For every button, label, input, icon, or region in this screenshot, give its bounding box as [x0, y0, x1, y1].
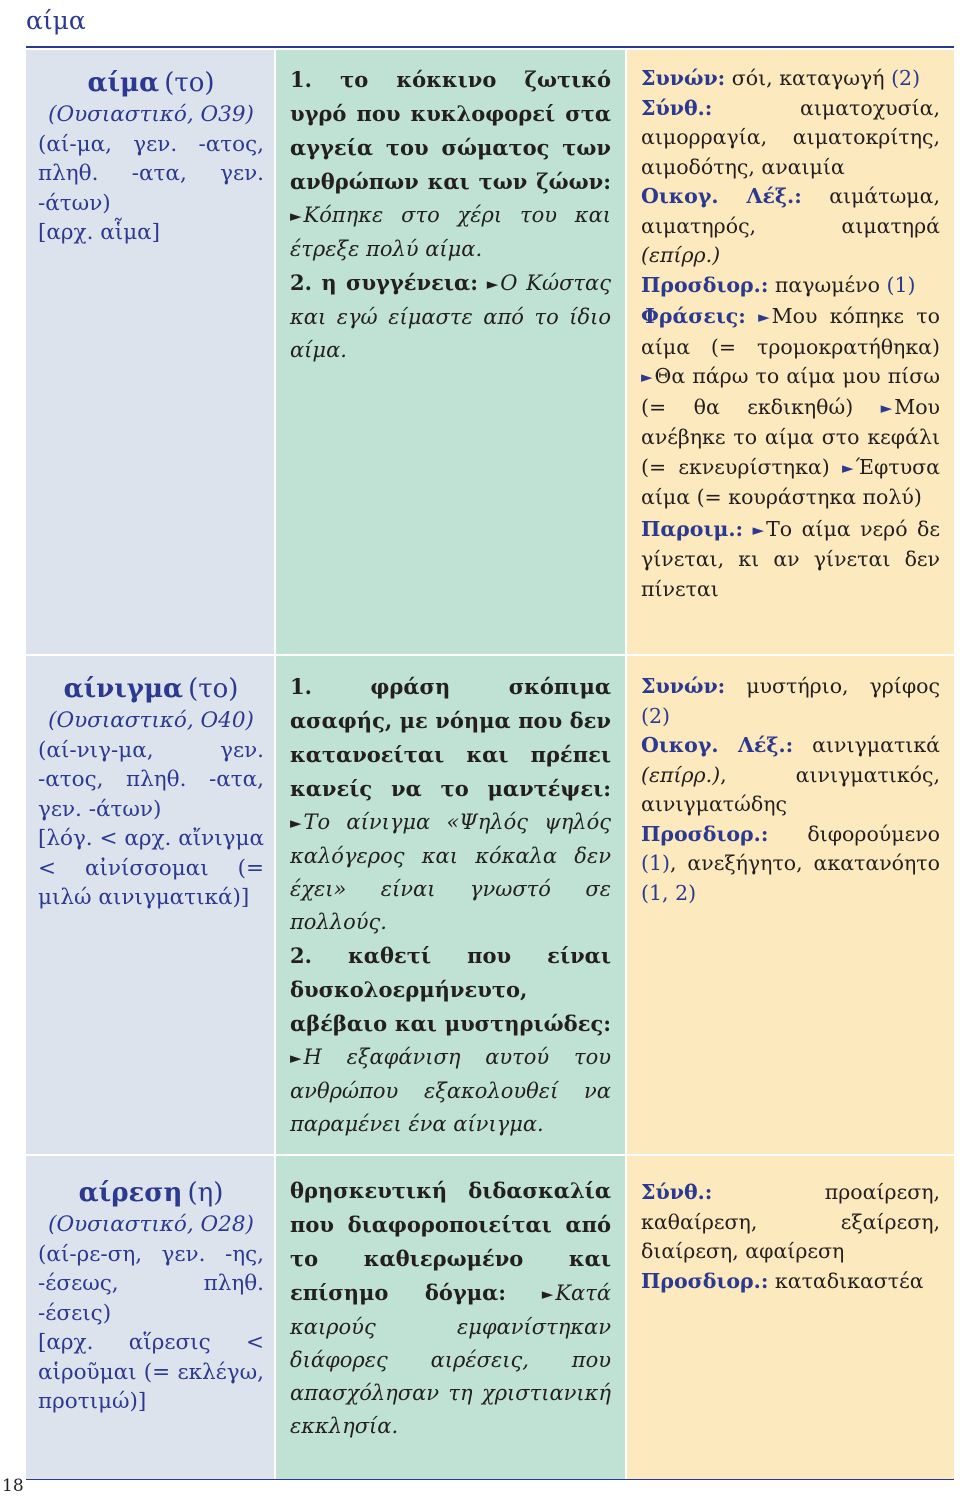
etymology: [αρχ. αἵρεσις < αἱροῦμαι (= εκλέγω, προτιμώ)]: [38, 1330, 264, 1414]
definition-column: [276, 656, 625, 1154]
compounds-text: αιματοχυσία, αιμορραγία, αιματοκρίτης, αιμοδότης, αναιμία: [641, 95, 940, 179]
example-arrow-icon: ►: [486, 275, 499, 293]
word-forms: (αί-ρε-ση, γεν. -ης, -έσεως, πληθ. -έσεις): [38, 1241, 264, 1326]
grammar-info: [38, 1210, 264, 1417]
entry-airesi: [26, 1156, 954, 1479]
word-family-label: Οικογ. Λέξ.:: [641, 184, 802, 208]
compounds-label: Σύνθ.:: [641, 95, 713, 120]
sense-definition: καθετί που είναι δυσκολοερμήνευτο, αβέβαιο και μυστηριώδες:: [290, 943, 611, 1036]
definitions: [290, 670, 611, 1141]
headword: αίνιγμα: [63, 674, 183, 704]
synonyms-text: μυστήριο, γρίφος: [725, 674, 940, 698]
adverb-marker: (επίρρ.): [641, 243, 721, 267]
sense-reference: (1, 2): [641, 880, 697, 905]
word-family-line: [641, 731, 940, 820]
headword-line: [38, 674, 264, 704]
headword-column: [26, 50, 274, 654]
part-of-speech: (Ουσιαστικό, Ο39): [48, 102, 254, 127]
related-words-column: [627, 50, 954, 654]
modifiers-text: παγωμένο: [768, 272, 887, 297]
synonyms-line: [641, 64, 940, 94]
sense-reference: (1): [886, 272, 916, 297]
phrases-label: Φράσεις:: [641, 304, 746, 328]
modifiers-text: καταδικαστέα: [768, 1268, 924, 1293]
phrase-arrow-icon: ►: [880, 398, 893, 417]
related-words: [641, 672, 940, 908]
related-words-column: [627, 656, 954, 1154]
compounds-line: [641, 1178, 940, 1267]
word-forms: (αί-μα, γεν. -ατος, πληθ. -ατα, γεν. -άτων): [38, 131, 264, 216]
synonyms-label: Συνών:: [641, 66, 726, 90]
headword-column: [26, 1156, 274, 1479]
proverb-text: Το αίμα νερό δε γίνεται, κι αν γίνεται δεν πίνεται: [641, 516, 940, 601]
phrase-item: Θα πάρω το αίμα μου πίσω (= θα εκδικηθώ): [641, 364, 940, 419]
headword-line: [38, 68, 264, 98]
phrase-item: Μου ανέβηκε το αίμα στο κεφάλι (= εκνευρίστηκα): [641, 394, 940, 479]
headword-line: [38, 1178, 264, 1208]
gender: (το): [188, 674, 239, 704]
modifiers-line: [641, 1267, 940, 1297]
word-family-text: , αινιγματικός, αινιγματώδης: [641, 762, 940, 816]
sense-reference: (2): [641, 703, 671, 728]
example-sentence: Κατά καιρούς εμφανίστηκαν διάφορες αιρέσεις, που απασχόλησαν τη χριστιανική εκκλησία.: [290, 1281, 611, 1438]
example-sentence: Το αίνιγμα «Ψηλός ψηλός καλόγερος και κόκαλα δεν έχει» είναι γνωστό σε πολλούς.: [290, 810, 611, 934]
proverbs-label: Παροιμ.:: [641, 516, 744, 541]
sense-number: 1.: [290, 67, 312, 92]
sense-number: 2.: [290, 943, 312, 968]
synonyms-line: [641, 672, 940, 731]
phrase-arrow-icon: ►: [641, 368, 653, 386]
modifiers-label: Προσδιορ.:: [641, 821, 769, 846]
related-words-column: [627, 1156, 954, 1479]
word-family-text: αινιγματικά: [793, 733, 940, 757]
example-sentence: Ο Κώστας και εγώ είμαστε από το ίδιο αίμα.: [290, 271, 611, 362]
related-words: [641, 64, 940, 604]
example-sentence: Η εξαφάνιση αυτού του ανθρώπου εξακολουθεί να παραμένει ένα αίνιγμα.: [290, 1045, 611, 1136]
entry-aima: [26, 50, 954, 654]
word-family-label: Οικογ. Λέξ.:: [641, 733, 794, 757]
headword: αίρεση: [78, 1178, 183, 1208]
compounds-label: Σύνθ.:: [641, 1180, 713, 1204]
gender: (η): [187, 1178, 224, 1208]
phrase-arrow-icon: ►: [758, 308, 770, 326]
modifiers-text: διφορούμενο: [768, 821, 940, 846]
word-forms: (αί-νιγ-μα, γεν. -ατος, πληθ. -ατα, γεν. -άτων): [38, 737, 264, 822]
sense-definition: το κόκκινο ζωτικό υγρό που κυκλοφορεί στα αγγεία του σώματος των ανθρώπων και των ζώων:: [290, 67, 611, 194]
synonyms-label: Συνών:: [641, 674, 726, 698]
header-rule: [26, 46, 954, 48]
sense-reference: (2): [891, 66, 921, 90]
adverb-marker: (επίρρ.): [641, 762, 721, 787]
proverbs-line: [641, 515, 940, 605]
example-sentence: Κόπηκε στο χέρι του και έτρεξε πολύ αίμα.: [290, 203, 611, 261]
example-arrow-icon: ►: [290, 207, 302, 225]
sense-number: 2.: [290, 270, 312, 295]
etymology: [αρχ. αἷμα]: [38, 220, 161, 245]
modifiers-text: , ανεξήγητο, ακατανόητο: [670, 851, 940, 875]
gender: (το): [164, 68, 215, 98]
phrase-item: Έφτυσα αίμα (= κουράστηκα πολύ): [641, 454, 940, 509]
footer-rule: [26, 1479, 954, 1480]
example-arrow-icon: ►: [290, 1049, 302, 1067]
grammar-info: [38, 706, 264, 913]
modifiers-label: Προσδιορ.:: [641, 272, 769, 297]
definition-column: [276, 50, 625, 654]
related-words: [641, 1178, 940, 1296]
proverb-arrow-icon: ►: [752, 520, 765, 539]
definition-column: [276, 1156, 625, 1479]
etymology: [λόγ. < αρχ. αἴνιγμα < αἰνίσσομαι (= μιλώ αινιγματικά)]: [38, 826, 264, 910]
sense-definition: φράση σκόπιμα ασαφής, με νόημα που δεν κατανοείται και πρέπει κανείς να το μαντέψει:: [290, 674, 611, 801]
modifiers-line: [641, 271, 940, 301]
phrase-arrow-icon: ►: [842, 458, 854, 477]
compounds-text: προαίρεση, καθαίρεση, εξαίρεση, διαίρεση, αφαίρεση: [641, 1180, 940, 1263]
modifiers-line: [641, 820, 940, 909]
example-arrow-icon: ►: [290, 814, 302, 832]
page-number: 18: [2, 1476, 24, 1496]
grammar-info: [38, 100, 264, 248]
entry-ainigma: [26, 656, 954, 1154]
word-family-line: [641, 182, 940, 271]
sense-number: 1.: [290, 674, 312, 699]
definitions: [290, 1174, 611, 1443]
phrase-item: Μου κόπηκε το αίμα (= τρομοκρατήθηκα): [641, 304, 940, 359]
part-of-speech: (Ουσιαστικό, Ο40): [48, 708, 254, 733]
running-head: αίμα: [26, 6, 86, 35]
compounds-line: [641, 94, 940, 183]
sense-definition: θρησκευτική διδασκαλία που διαφοροποιείται από το καθιερωμένο και επίσημο δόγμα:: [290, 1178, 611, 1305]
modifiers-label: Προσδιορ.:: [641, 1268, 769, 1293]
sense-reference: (1): [641, 851, 671, 875]
example-arrow-icon: ►: [541, 1285, 554, 1303]
phrases-line: [641, 302, 940, 513]
part-of-speech: (Ουσιαστικό, Ο28): [48, 1212, 254, 1237]
headword: αίμα: [87, 68, 160, 98]
definitions: [290, 63, 611, 367]
word-family-text: αιμάτωμα, αιματηρός, αιματηρά: [641, 184, 940, 238]
synonyms-text: σόι, καταγωγή: [725, 66, 892, 90]
headword-column: [26, 656, 274, 1154]
sense-definition: η συγγένεια:: [311, 270, 478, 295]
